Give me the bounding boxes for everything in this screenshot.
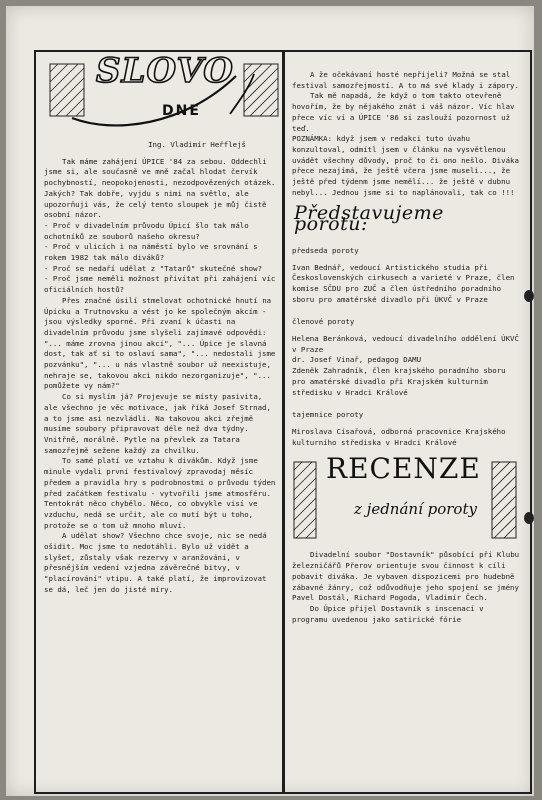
question-item: - Proč v divadelním průvodu Úpicí šlo tak málo ochotníků ze souborů našeho okresu? <box>44 220 254 241</box>
slovo-dne-logo <box>44 51 276 136</box>
paragraph: A udělat show? Všechno chce svoje, nic se nedá ošidit. Moc jsme to nedotáhli. Bylo už vidět a slyšet, zůstaly však rezervy v aranžování, v přesnějším vedení vzjedna závěrečné bitvy, v "placírování" vtipu. A také platí, že improvizovat se dá, leč jen do jisté míry. <box>44 531 272 594</box>
recenze-logo <box>292 452 522 544</box>
recenze-title: RECENZE <box>326 452 481 486</box>
left-column <box>44 51 280 792</box>
paragraph: A že očekávaní hosté nepřijeli? Možná se stal festival samozřejmostí. A to má své klady i zápory. <box>292 70 519 90</box>
paragraph: Tak mě napadá, že když o tom takto otevřeně hovořím, že by nějakého znát i váš názor. Víc hlav přece víc ví a ÚPICE '86 si zaslouží pozornost už teď. <box>292 91 519 133</box>
review-paragraph: Do Úpice přijel Dostavník s inscenací v programu uvedenou jako satirické fórie <box>292 603 488 624</box>
logo-title: SLOVO <box>96 51 234 91</box>
question-item: - Proč se nedaří udělat z "Tatarů" skutečné show? <box>44 263 263 273</box>
paragraph: Přes značné úsilí stmelovat ochotnické hnutí na Úpicku a Trutnovsku a vést jo ke společným akcím - jsou výsledky sporné. Při zvaní k účasti na divadelním průvodu jsme slyšeli zajímavé odpovědi: "... máme zrovna jinou akci", "... Úpice je slavná dost, tak ať si to oslaví sama", "... nedostali jsme pozvánku", "... u nás vlastně soubor už neexistuje, nehraje se, takovou akci nikdo nezorganizuje", "... pomůžete vy nám?" <box>44 295 280 391</box>
question-item: - Proč v ulicích i na náměstí bylo ve srovnání s rokem 1982 tak málo diváků? <box>44 242 263 263</box>
section-title: členové poroty <box>292 317 355 327</box>
jury-section-chair <box>292 246 522 306</box>
note-paragraph: POZNÁMKA: když jsem v redakci tuto úvahu konzultoval, odmítl jsem v článku na vysvětlenou uvádět všechny důvody, proč to či ono nešlo. Diváka přece nezajímá, že ještě včera jsme museli..., že ještě před týdenm jsme nemělí... že ještě v dubnu nebyl... Jednou jsme si to naplánovali, tak co !!! <box>292 134 524 197</box>
article-frame <box>34 50 532 794</box>
question-item: - Proč jsme neměli možnost přivítat při zahájení víc oficiálních hostů? <box>44 274 280 295</box>
jury-section-members <box>292 317 522 398</box>
right-column <box>292 52 522 792</box>
section-title: tajemnice poroty <box>292 410 364 420</box>
section-body: Helena Beránková, vedoucí divadelního oddělení ÚKVČ v Praze dr. Josef Vinař, pedagog DAMU Zdeněk Zahradník, člen krajského poradního sboru pro amatérské divadlo při Krajském kulturním středisku v Hradci Králové <box>292 334 519 397</box>
paragraph: To samé platí ve vztahu k divákům. Když jsme minule vydali první festivalový zpravodaj měsíc předem a pravidla hry s podrobnostmi o průvodu týden před začátkem festivalu - vytvořili jsme atmosféru. Tentokrát něco chybělo. Něco, co obvykle visí ve vzduchu, nedá se určit, ale co mutí být u toho, protože se o tom už mnoho mluví. <box>44 456 280 530</box>
jury-heading: Představujeme porotu: <box>294 202 444 236</box>
section-body: Ivan Bednář, vedoucí Artistického studia při Československých cirkusech a varieté v Praze, člen komise SČDU pro ZUČ a člen ústředního poradního sboru pro amatérské divadlo při ÚKVČ v Praze <box>292 262 519 304</box>
author-line: Ing. Vladimír Heřflejš <box>148 140 246 149</box>
logo-subtitle: DNE <box>162 103 201 119</box>
paragraph: Co si myslím já? Projevuje se místy pasivita, ale všechno je věc motivace, jak říká Josef Strnad, a to jsme asi nezvládli. Na takovou akci zřejmě musíme soubory připravovat déle než dva týdny. Vnitřně, morálně. Pytle na převlek za Tatara samozřejmě sežene každý za chvilku. <box>44 392 276 455</box>
recenze-subtitle: z jednání poroty <box>354 500 477 519</box>
section-body: Miroslava Císařová, odborná pracovnice Krajského kulturního střediska v Hradci Králové <box>292 426 511 447</box>
section-title: předseda poroty <box>292 245 359 255</box>
column-divider <box>282 52 285 792</box>
magazine-page <box>6 6 534 796</box>
jury-section-secretary <box>292 410 522 448</box>
paragraph: Tak máme zahájení ÚPICE '84 za sebou. Oddechli jsme si, ale současně ve mně začal hlodat červík pochybností, neopokojenosti, nezodpovězených otázek. Jakých? Tak dobře, vyjdu s nimi na světlo, ale upozorňuji vás, že celý tento sloupek je můj čistě osobní názor. <box>44 156 280 220</box>
review-paragraph: Divadelní soubor "Dostavník" působící při Klubu železničářů Přerov orientuje svou činnost k cíli pobavit diváka. Je vybaven dispozicemi pro hudebně zábavné žánry, což odůvodňuje jeho spojení se jmény Pavel Dostál, Richard Pogoda, Vladimír Čech. <box>292 550 524 603</box>
